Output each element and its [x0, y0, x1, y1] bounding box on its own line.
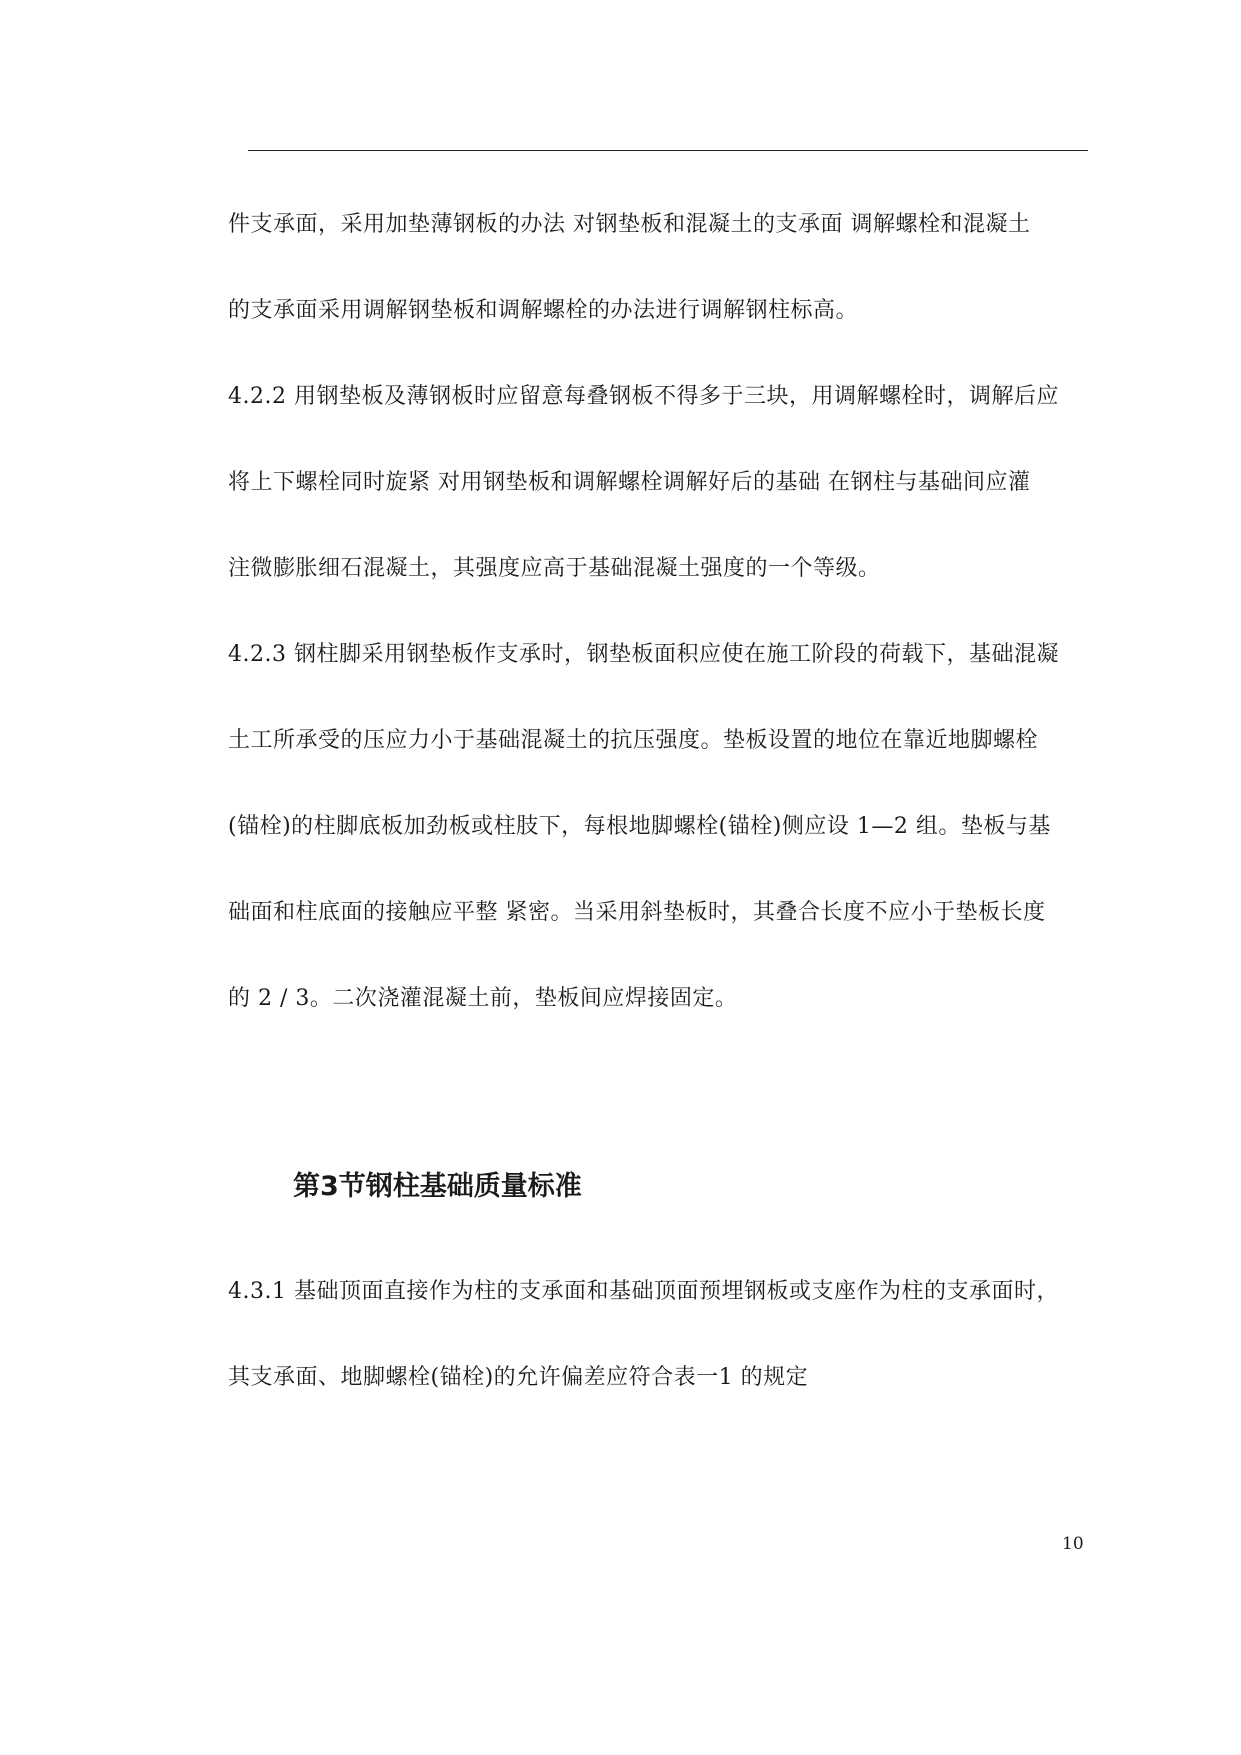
section-heading: 第3节钢柱基础质量标准	[293, 1171, 582, 1202]
body-line-7: 土工所承受的压应力小于基础混凝土的抗压强度。垫板设置的地位在靠近地脚螺栓	[228, 728, 1039, 753]
body-line-8: (锚栓)的柱脚底板加劲板或柱肢下，每根地脚螺栓(锚栓)侧应设 1—2 组。垫板与基	[228, 814, 1051, 839]
body-line-3: 4.2.2 用钢垫板及薄钢板时应留意每叠钢板不得多于三块，用调解螺栓时，调解后应	[228, 384, 1059, 409]
body-line-2: 的支承面采用调解钢垫板和调解螺栓的办法进行调解钢柱标高。	[228, 298, 859, 323]
header-rule	[248, 150, 1088, 151]
body-line-4: 将上下螺栓同时旋紧 对用钢垫板和调解螺栓调解好后的基础 在钢柱与基础间应灌	[228, 470, 1031, 495]
body-line-1: 件支承面，采用加垫薄钢板的办法 对钢垫板和混凝土的支承面 调解螺栓和混凝土	[228, 212, 1031, 237]
body-line-10: 的 2 / 3。二次浇灌混凝土前，垫板间应焊接固定。	[228, 986, 738, 1011]
section-line-1: 4.3.1 基础顶面直接作为柱的支承面和基础顶面预埋钢板或支座作为柱的支承面时，	[228, 1279, 1059, 1304]
body-line-5: 注微膨胀细石混凝土，其强度应高于基础混凝土强度的一个等级。	[228, 556, 881, 581]
body-line-9: 础面和柱底面的接触应平整 紧密。当采用斜垫板时，其叠合长度不应小于垫板长度	[228, 900, 1046, 925]
page-number: 10	[1062, 1534, 1084, 1554]
section-line-2: 其支承面、地脚螺栓(锚栓)的允许偏差应符合表一1 的规定	[228, 1365, 809, 1390]
body-line-6: 4.2.3 钢柱脚采用钢垫板作支承时，钢垫板面积应使在施工阶段的荷载下，基础混凝	[228, 642, 1059, 667]
